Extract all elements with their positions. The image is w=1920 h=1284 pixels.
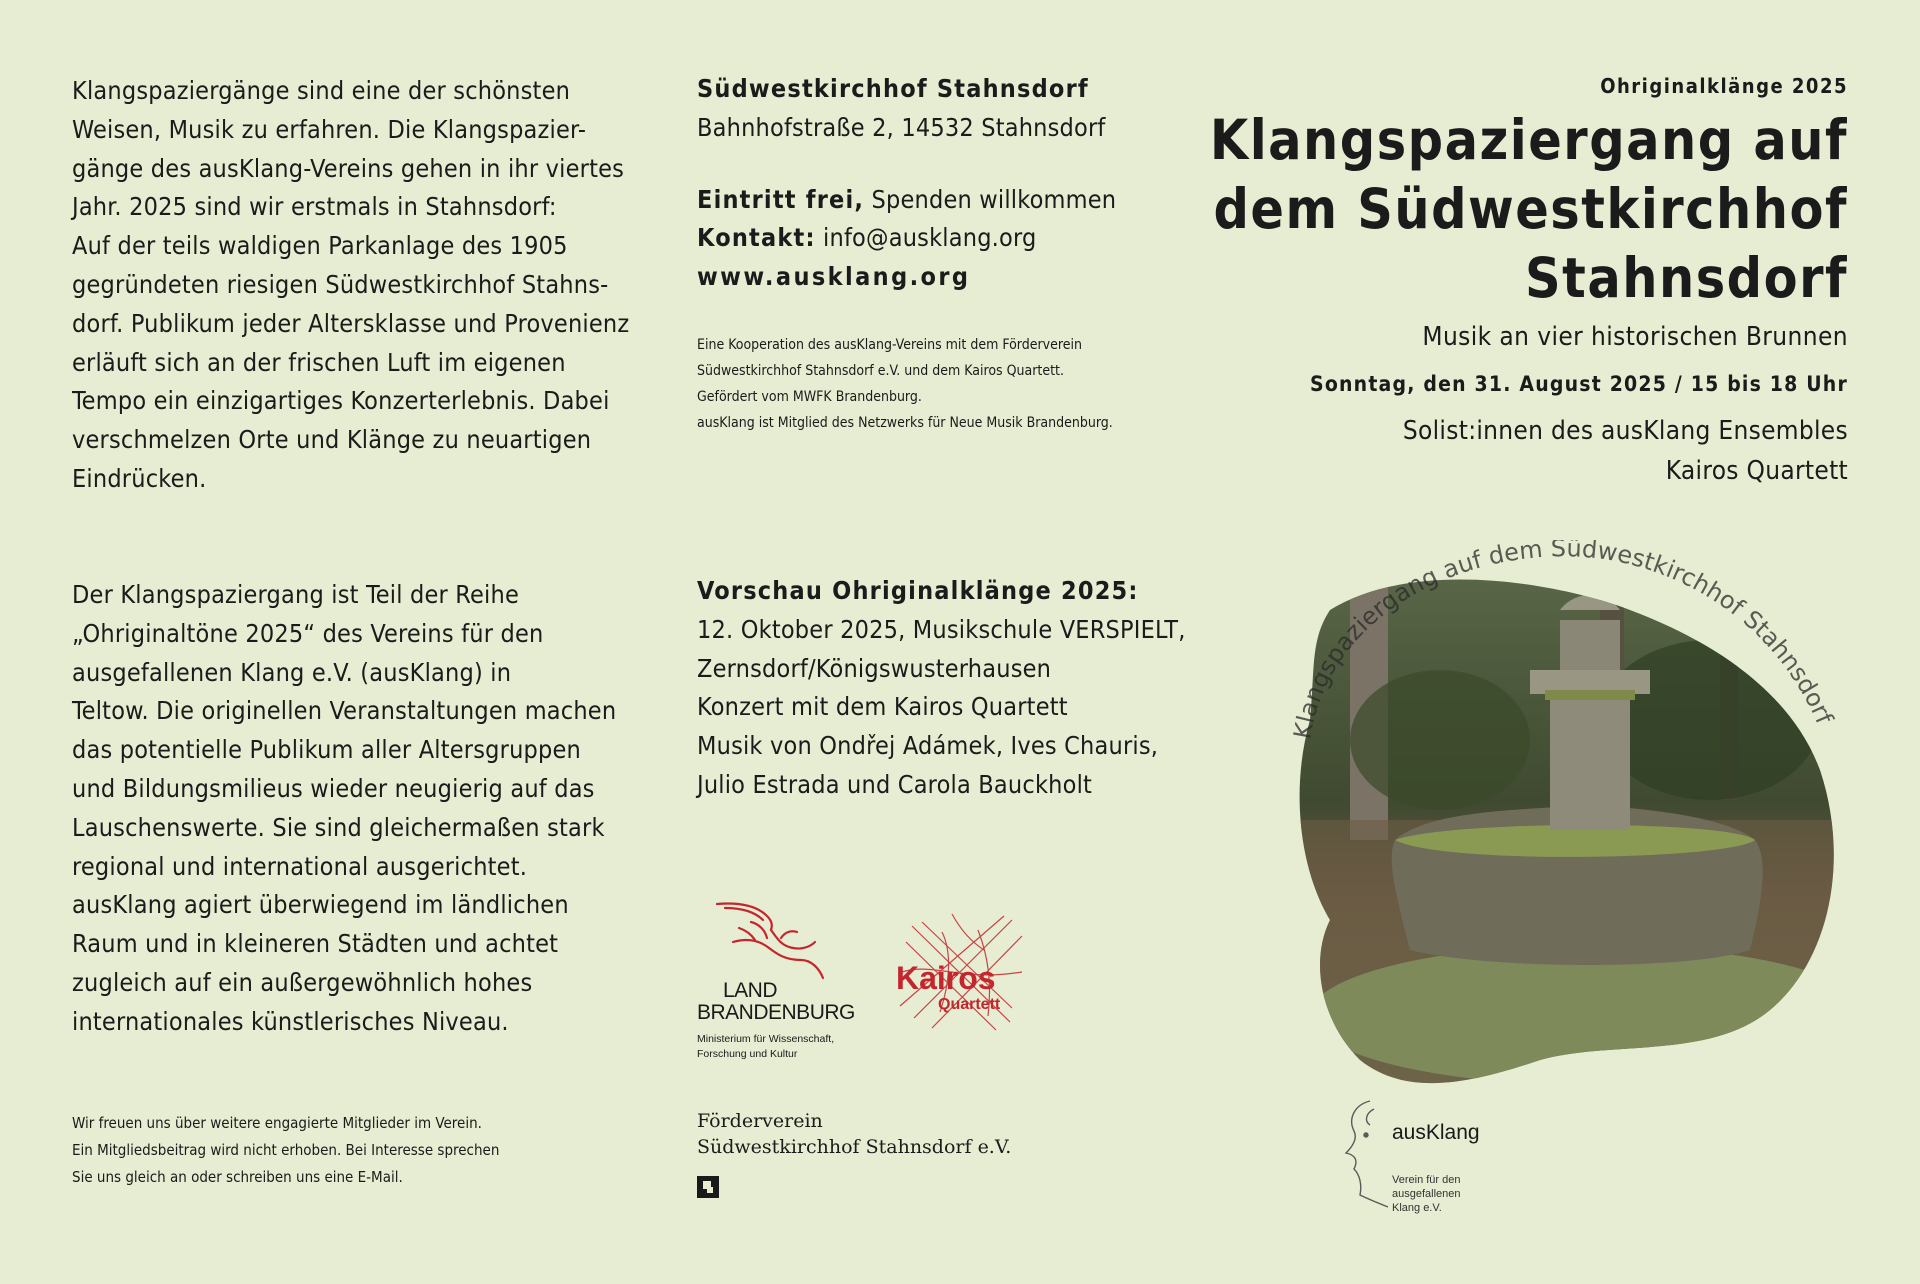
text-line: Gefördert vom MWFK Brandenburg. [697, 389, 922, 405]
text-line: Weisen, Musik zu erfahren. Die Klangspazier- [72, 114, 587, 144]
brandenburg-logo [697, 898, 855, 1060]
text-line: Klangspaziergänge sind eine der schönsten [72, 76, 571, 105]
performer: Solist:innen des ausKlang Ensembles [1402, 416, 1848, 446]
text-line: verschmelzen Orte und Klänge zu neuartigen [72, 425, 592, 455]
preview-heading: Vorschau Ohriginalklänge 2025: [697, 576, 1139, 605]
ausklang-sub-line: Verein für den [1392, 1174, 1461, 1186]
text-line: Tempo ein einzigartiges Konzerterlebnis. Dabei [72, 386, 610, 416]
text-line: gegründeten riesigen Südwestkirchhof Stahns- [72, 269, 609, 299]
text-line: ausKlang agiert überwiegend im ländlichen [72, 890, 569, 920]
text-line: und Bildungsmilieus wieder neugierig auf das [72, 773, 595, 803]
venue-name: Südwestkirchhof Stahnsdorf [697, 74, 1089, 103]
text-line: zugleich auf ein außergewöhnlich hohes [72, 967, 533, 997]
ministry-line2: Forschung und Kultur [697, 1048, 798, 1060]
intro-paragraph [72, 72, 630, 499]
venue-address: Bahnhofstraße 2, 14532 Stahnsdorf [697, 112, 1106, 142]
kairos-quartett-logo [892, 912, 1032, 1032]
text-line: Ein Mitgliedsbeitrag wird nicht erhoben. Bei Interesse sprechen [72, 1141, 500, 1159]
text-line: Der Klangspaziergang ist Teil der Reihe [72, 580, 519, 609]
title-block [1088, 66, 1848, 491]
membership-note [72, 1110, 592, 1191]
title-line: dem Südwestkirchhof [1213, 177, 1848, 241]
text-line: das potentielle Publikum aller Altersgruppen [72, 735, 581, 765]
title-line: Stahnsdorf [1525, 246, 1848, 310]
foerderverein-line2: Südwestkirchhof Stahnsdorf e.V. [697, 1136, 1012, 1158]
ausklang-face-icon [1340, 1095, 1400, 1215]
text-line: Zernsdorf/Königswusterhausen [697, 653, 1052, 683]
contact-info: Kontakt: info@ausklang.org [697, 223, 1037, 253]
text-line: Raum und in kleineren Städten und achtet [72, 929, 559, 959]
text-line: regional und international ausgerichtet. [72, 851, 528, 881]
curved-title-text: Klangspaziergang auf dem Südwestkirchhof Stahnsdorf [1290, 540, 1839, 742]
text-line: Wir freuen uns über weitere engagierte Mitglieder im Verein. [72, 1114, 482, 1132]
ausklang-logo [1340, 1095, 1500, 1215]
fountain-image [1290, 540, 1880, 1120]
brandenburg-line2: BRANDENBURG [697, 1001, 855, 1024]
eagle-icon [711, 898, 831, 980]
text-line: Musik von Ondřej Adámek, Ives Chauris, [697, 731, 1159, 761]
quartett-word: Quartett [938, 996, 1001, 1013]
text-line: Südwestkirchhof Stahnsdorf e.V. und dem Kairos Quartett. [697, 363, 1064, 379]
text-line: Teltow. Die originellen Veranstaltungen machen [72, 696, 617, 726]
website-link[interactable]: www.ausklang.org [697, 262, 971, 292]
performer: Kairos Quartett [1665, 456, 1848, 486]
text-line: Julio Estrada und Carola Bauckholt [697, 769, 1093, 799]
kairos-word: Kairos [896, 960, 996, 996]
text-line: gänge des ausKlang-Vereins gehen in ihr viertes [72, 153, 625, 183]
entry-info: Eintritt frei, Spenden willkommen [697, 184, 1117, 214]
ministry-line1: Ministerium für Wissenschaft, [697, 1033, 835, 1045]
fountain-photo [1290, 540, 1880, 1120]
text-line: Jahr. 2025 sind wir erstmals in Stahnsdorf: [72, 192, 557, 222]
text-line: „Ohriginaltöne 2025“ des Vereins für den [72, 618, 544, 648]
ausklang-sub-line: ausgefallenen [1392, 1188, 1461, 1200]
ausklang-sub-line: Klang e.V. [1392, 1202, 1442, 1214]
text-line: Eindrücken. [72, 463, 207, 493]
text-line: Auf der teils waldigen Parkanlage des 1905 [72, 231, 568, 261]
brandenburg-line1: LAND [723, 979, 778, 1002]
foerderverein-square-icon [697, 1176, 719, 1198]
text-line: Lauschenswerte. Sie sind gleichermaßen stark [72, 812, 605, 842]
title-line: Klangspaziergang auf [1209, 108, 1848, 172]
text-line: ausgefallenen Klang e.V. (ausKlang) in [72, 657, 512, 687]
foerderverein-logo [697, 1108, 1097, 1160]
text-line: dorf. Publikum jeder Altersklasse und Provenienz [72, 308, 630, 338]
ausklang-name: ausKlang [1392, 1121, 1480, 1144]
preview-section [697, 572, 1217, 805]
text-line: erläuft sich an der frischen Luft im eigenen [72, 347, 566, 377]
series-label: Ohriginalklänge 2025 [1600, 74, 1848, 98]
series-paragraph [72, 576, 617, 1042]
text-line: Konzert mit dem Kairos Quartett [697, 692, 1068, 722]
foerderverein-line1: Förderverein [697, 1110, 823, 1132]
text-line: Sie uns gleich an oder schreiben uns eine E-Mail. [72, 1168, 403, 1186]
text-line: Eine Kooperation des ausKlang-Vereins mit dem Förderverein [697, 337, 1082, 353]
subtitle: Musik an vier historischen Brunnen [1422, 322, 1848, 352]
text-line: internationales künstlerisches Niveau. [72, 1006, 509, 1036]
page-title [1088, 106, 1848, 313]
text-line: 12. Oktober 2025, Musikschule VERSPIELT, [697, 614, 1186, 644]
text-line: ausKlang ist Mitglied des Netzwerks für Neue Musik Brandenburg. [697, 415, 1113, 431]
event-date: Sonntag, den 31. August 2025 / 15 bis 18 Uhr [1310, 372, 1848, 396]
